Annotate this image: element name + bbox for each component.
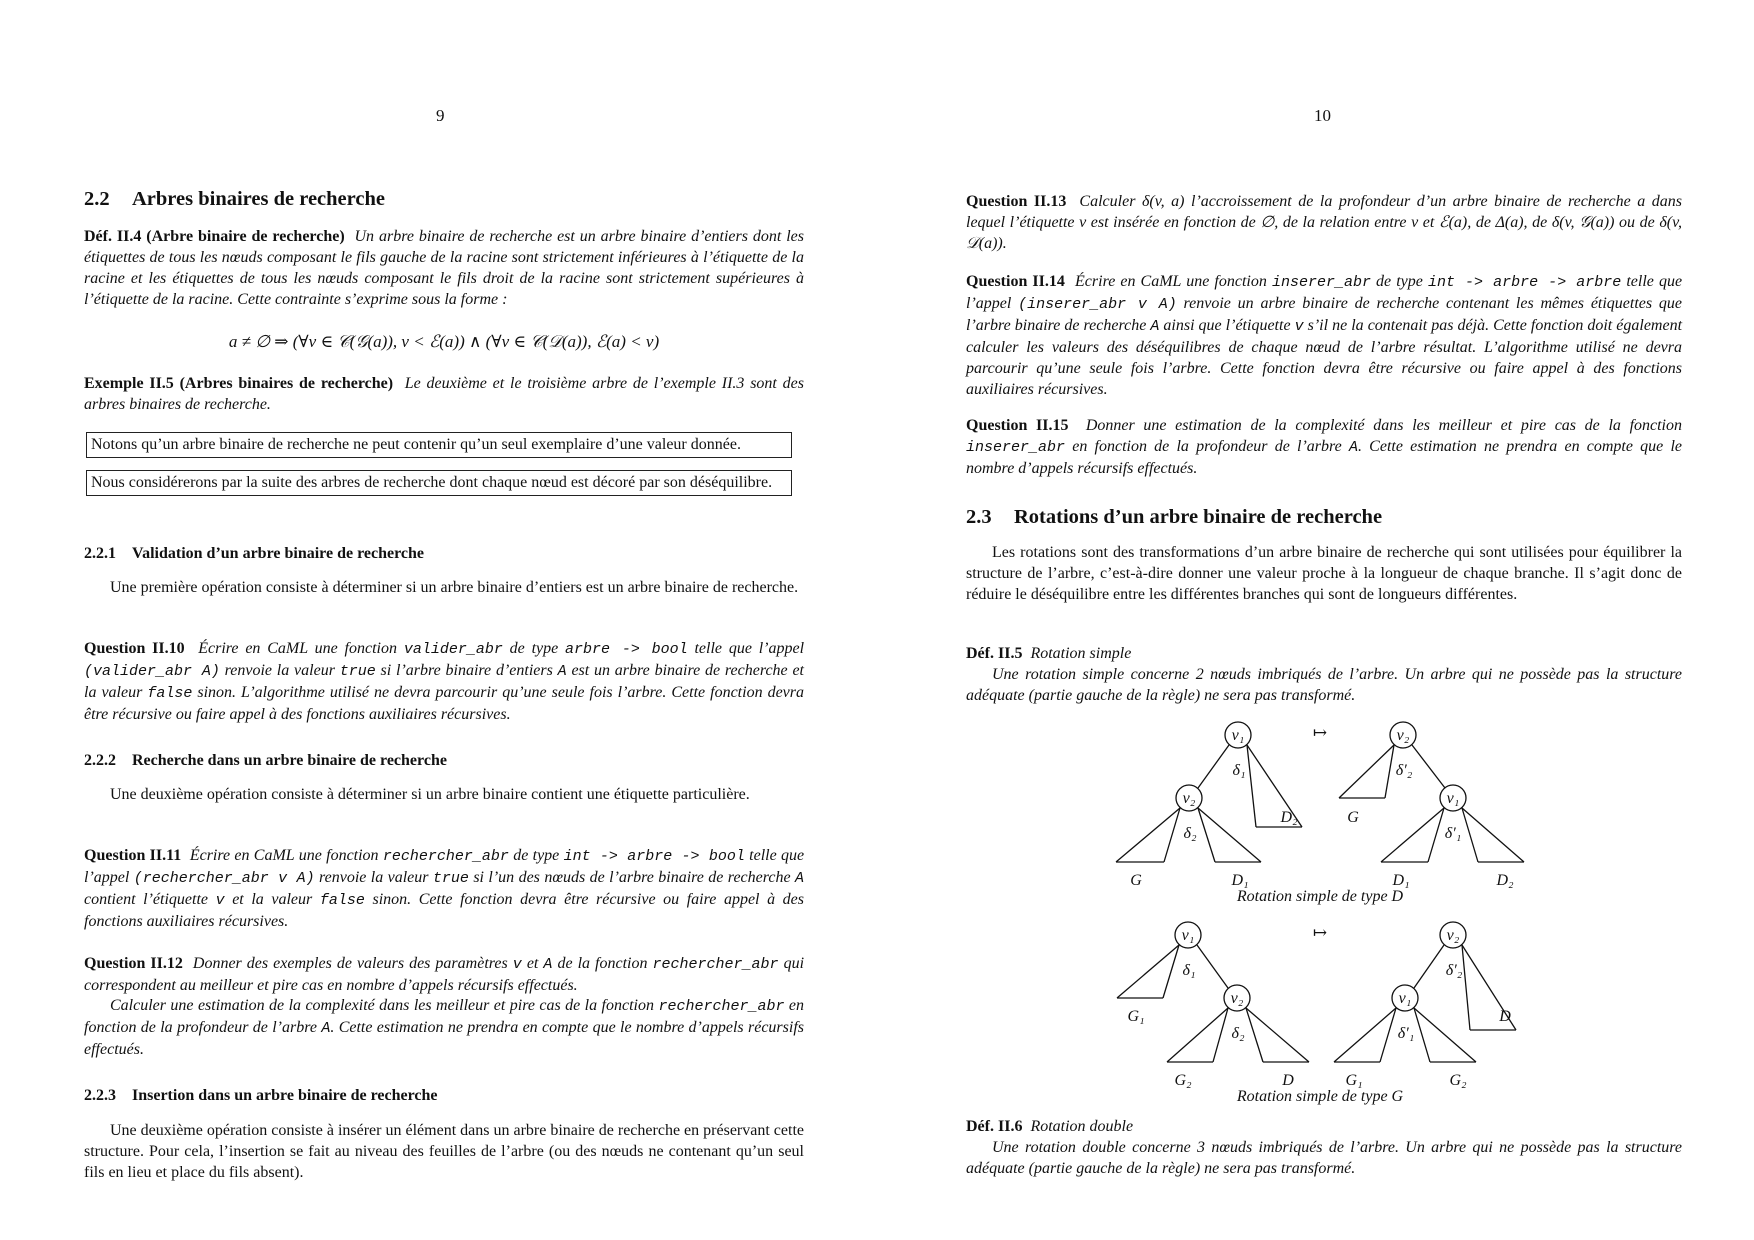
section-heading: 2.3 Rotations d’un arbre binaire de recherche (966, 506, 1383, 528)
definition-II6: Déf. II.6 Rotation double (966, 1118, 1134, 1135)
subtree-label: G₁ (1345, 1072, 1363, 1089)
subtree-label: G₁ (1127, 1008, 1145, 1025)
subsection-heading: 2.2.1 Validation d’un arbre binaire de recherche (84, 545, 425, 562)
section-heading: 2.2 Arbres binaires de recherche (84, 188, 385, 210)
maps-to-arrow: ↦ (1312, 923, 1328, 942)
example-II5: Exemple II.5 (Arbres binaires de recherche) Le deuxième et le troisième arbre de l’exemple II.3 sont des arbres binaires de recherche. (84, 375, 804, 413)
question-II12: Question II.12 Donner des exemples de valeurs des paramètres v et A de la fonction rechercher_abr qui correspondent au meilleur et pire cas en nombre d’appels récursifs effectués. (84, 955, 805, 994)
subtree-label: D₁ (1392, 872, 1410, 889)
diagram-caption: Rotation simple de type G (1236, 1088, 1404, 1105)
page-number: 10 (1314, 106, 1331, 125)
paragraph: Une deuxième opération consiste à déterminer si un arbre binaire contient une étiquette particulière. (110, 786, 750, 803)
subtree-label: D (1282, 1072, 1294, 1089)
maps-to-arrow: ↦ (1312, 723, 1328, 742)
definition-II4: Déf. II.4 (Arbre binaire de recherche) Un arbre binaire de recherche est un arbre binaire d’entiers dont les étiquettes de tous les nœuds composant le fils gauche de la racine sont strictement inférieures à l’étiquette de la racine et les étiquettes de tous les nœuds composant le fils droit de la racine sont strictement supérieures à l’étiquette de la racine. Cette contrainte s’exprime sous la forme : (84, 228, 805, 308)
question-II12-cont: Calculer une estimation de la complexité dans les meilleur et pire cas de la fonction rechercher_abr en fonction de la profondeur de l’arbre A. Cette estimation ne prendra en compte que le nombre d’appels récursifs effectués. (84, 997, 805, 1058)
node-label: v₂ (1182, 790, 1196, 807)
node-label: v₂ (1230, 990, 1244, 1007)
note-box: Nous considérerons par la suite des arbres de recherche dont chaque nœud est décoré par son déséquilibre. (86, 470, 792, 496)
delta-label: δ₂ (1231, 1025, 1245, 1042)
formula: a ≠ ∅ ⇒ (∀v ∈ 𝒞(𝒢(a)), v < ℰ(a)) ∧ (∀v ∈ 𝒞(𝒟(a)), ℰ(a) < v) (228, 332, 660, 351)
definition-II5-text: Une rotation simple concerne 2 nœuds imbriqués de l’arbre. Un arbre qui ne possède pas la structure adéquate (partie gauche de la règle) ne sera pas transformé. (966, 666, 1682, 704)
subsection-heading: 2.2.2 Recherche dans un arbre binaire de recherche (84, 752, 447, 769)
delta-label: δ′₁ (1444, 825, 1462, 842)
paragraph: Une deuxième opération consiste à insérer un élément dans un arbre binaire de recherche en préservant cette structure. Pour cela, l’insertion se fait au niveau des feuilles de l’arbre (ou des nœuds ne contenant qu’un seul fils en lieu et place du fils absent). (84, 1122, 804, 1181)
delta-label: δ′₁ (1397, 1025, 1415, 1042)
subtree-label: G (1130, 872, 1142, 889)
node-label: v₁ (1446, 790, 1460, 807)
node-label: v₂ (1396, 727, 1410, 744)
subsection-heading: 2.2.3 Insertion dans un arbre binaire de recherche (84, 1087, 438, 1104)
definition-II6-text: Une rotation double concerne 3 nœuds imbriqués de l’arbre. Un arbre qui ne possède pas la structure adéquate (partie gauche de la règle) ne sera pas transformé. (966, 1139, 1682, 1177)
subtree-label: D₂ (1280, 809, 1298, 826)
question-II15: Question II.15 Donner une estimation de la complexité dans les meilleur et pire cas de la fonction inserer_abr en fonction de la profondeur de l’arbre A. Cette estimation ne prendra en compte que le nombre d’appels récursifs effectués. (966, 417, 1683, 477)
subtree-label: G₂ (1174, 1072, 1192, 1089)
node-label: v₁ (1231, 727, 1245, 744)
delta-label: δ′₂ (1445, 962, 1463, 979)
delta-label: δ′₂ (1395, 762, 1413, 779)
question-II14: Question II.14 Écrire en CaML une fonction inserer_abr de type int -> arbre -> arbre telle que l’appel (inserer_abr v A) renvoie un arbre binaire de recherche contenant les mêmes étiquettes que l’arbre binaire de recherche A ainsi que l’étiquette v s’il ne la contenait pas déjà. Cette fonction doit également calculer les valeurs des déséquilibres de chaque nœud de l’arbre résultat. L’algorithme utilisé ne devra parcourir qu’une seule fois l’arbre. Cette fonction devra être récursive ou faire appel à des fonctions auxiliaires récursives. (966, 273, 1683, 398)
node-label: v₁ (1181, 927, 1195, 944)
page-number: 9 (436, 106, 445, 125)
question-II11: Question II.11 Écrire en CaML une fonction rechercher_abr de type int -> arbre -> bool telle que l’appel (rechercher_abr v A) renvoie la valeur true si l’un des nœuds de l’arbre binaire de recherche A contient l’étiquette v et la valeur false sinon. Cette fonction devra être récursive ou faire appel à des fonctions auxiliaires récursives. (84, 847, 805, 930)
definition-II5: Déf. II.5 Rotation simple (966, 645, 1132, 662)
delta-label: δ₂ (1183, 825, 1197, 842)
subtree-label: D₁ (1231, 872, 1249, 889)
delta-label: δ₁ (1182, 962, 1196, 979)
subtree-label: D (1499, 1008, 1511, 1025)
paragraph: Les rotations sont des transformations d’un arbre binaire de recherche qui sont utilisées pour équilibrer la structure de l’arbre, c’est-à-dire donner une valeur proche à la longueur de chaque branche. Il s’agit donc de réduire le déséquilibre entre les différentes branches qui sont de longueurs différentes. (966, 544, 1682, 603)
node-label: v₁ (1398, 990, 1412, 1007)
note-box: Notons qu’un arbre binaire de recherche ne peut contenir qu’un seul exemplaire d’une valeur donnée. (86, 432, 792, 458)
subtree-label: G (1347, 809, 1359, 826)
paragraph: Une première opération consiste à déterminer si un arbre binaire d’entiers est un arbre binaire de recherche. (110, 579, 799, 596)
question-II13: Question II.13 Calculer δ(v, a) l’accroissement de la profondeur d’un arbre binaire de recherche a dans lequel l’étiquette v est insérée en fonction de ∅, de la relation entre v et ℰ(a), de Δ(a), de δ(v, 𝒢(a)) ou de δ(v, 𝒟(a)). (966, 193, 1683, 252)
question-II10: Question II.10 Écrire en CaML une fonction valider_abr de type arbre -> bool telle que l’appel (valider_abr A) renvoie la valeur true si l’arbre binaire d’entiers A est un arbre binaire de recherche et la valeur false sinon. L’algorithme utilisé ne devra parcourir qu’une seule fois l’arbre. Cette fonction devra être récursive ou faire appel à des fonctions auxiliaires récursives. (84, 640, 805, 723)
subtree-label: D₂ (1496, 872, 1514, 889)
node-label: v₂ (1446, 927, 1460, 944)
subtree-label: G₂ (1449, 1072, 1467, 1089)
diagram-caption: Rotation simple de type D (1236, 888, 1404, 905)
delta-label: δ₁ (1232, 762, 1246, 779)
